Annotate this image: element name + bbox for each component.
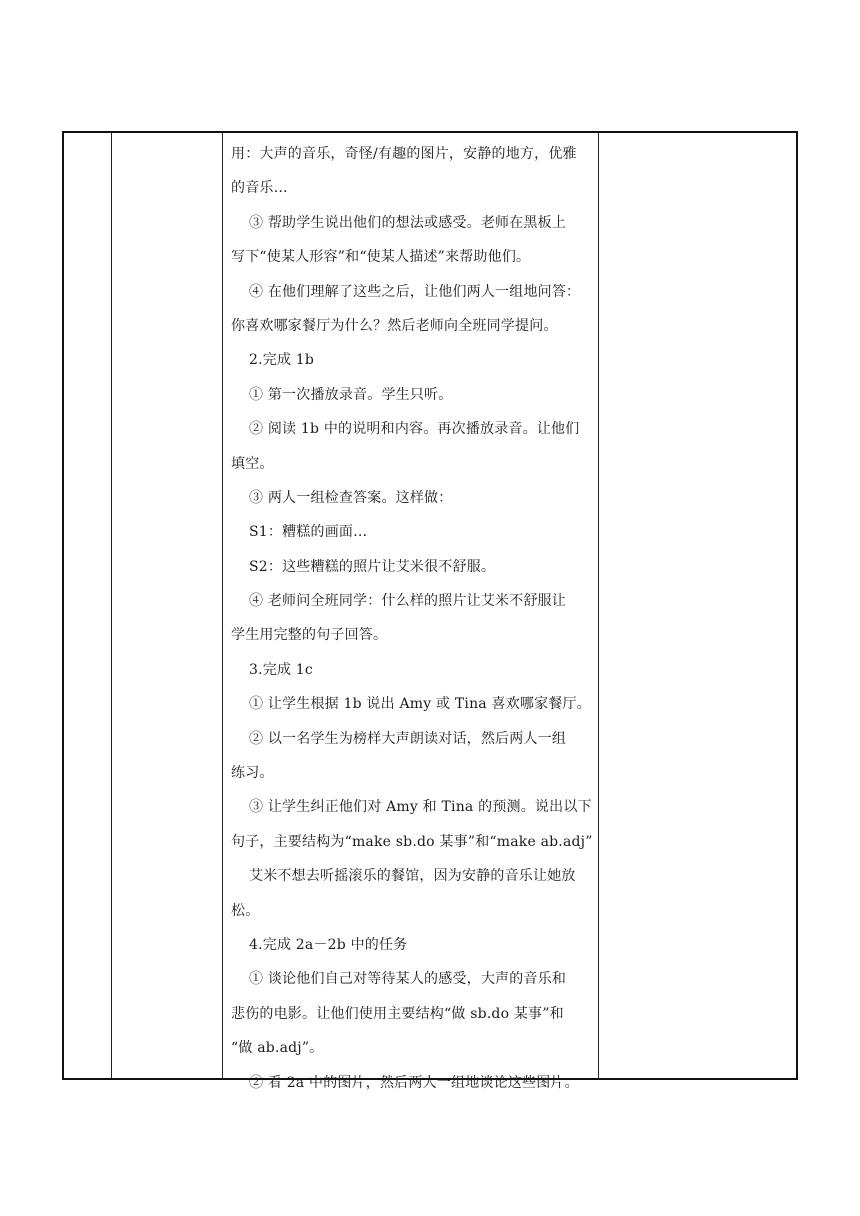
text-line: ② 看 2a 中的图片，然后两人一组地谈论这些图片。: [249, 1074, 579, 1091]
text-line: 学生用完整的句子回答。: [231, 627, 388, 644]
text-line: ① 第一次播放录音。学生只听。: [249, 386, 453, 403]
column-divider-2: [222, 133, 223, 1078]
text-line: S1：糟糕的画面…: [249, 524, 368, 541]
text-line: 4.完成 2a－2b 中的任务: [249, 936, 408, 953]
text-line: ② 阅读 1b 中的说明和内容。再次播放录音。让他们: [249, 421, 580, 438]
column-divider-1: [111, 133, 112, 1078]
text-line: 句子，主要结构为“make sb.do 某事”和“make ab.adj”: [231, 833, 593, 850]
text-line: ③ 让学生纠正他们对 Amy 和 Tina 的预测。说出以下: [249, 799, 592, 816]
text-line: 艾米不想去听摇滚乐的餐馆，因为安静的音乐让她放: [249, 868, 576, 885]
text-line: S2：这些糟糕的照片让艾米很不舒服。: [249, 558, 496, 575]
procedure-cell: [224, 133, 600, 1100]
text-line: ④ 在他们理解了这些之后，让他们两人一组地问答：: [249, 283, 581, 300]
text-line: 松。: [231, 902, 260, 919]
text-line: ② 以一名学生为榜样大声朗读对话，然后两人一组: [249, 730, 567, 747]
text-line: “做 ab.adj”。: [231, 1040, 324, 1057]
text-line: 的音乐…: [231, 180, 288, 197]
text-line: 2.完成 1b: [249, 352, 315, 369]
text-line: ④ 老师问全班同学：什么样的照片让艾米不舒服让: [249, 593, 567, 610]
text-line: 写下“使某人形容”和“使某人描述”来帮助他们。: [231, 249, 531, 266]
text-line: ③ 两人一组检查答案。这样做：: [249, 489, 453, 506]
text-line: 3.完成 1c: [249, 661, 313, 678]
text-line: 练习。: [231, 765, 274, 782]
text-line: 你喜欢哪家餐厅为什么？然后老师向全班同学提问。: [231, 317, 558, 334]
lesson-plan-table: [62, 131, 798, 1091]
text-line: ① 谈论他们自己对等待某人的感受，大声的音乐和: [249, 971, 567, 988]
text-line: ③ 帮助学生说出他们的想法或感受。老师在黑板上: [249, 214, 567, 231]
text-line: ① 让学生根据 1b 说出 Amy 或 Tina 喜欢哪家餐厅。: [249, 696, 591, 713]
text-line: 填空。: [231, 455, 274, 472]
text-line: 悲伤的电影。让他们使用主要结构“做 sb.do 某事”和: [231, 1005, 564, 1022]
text-line: 用：大声的音乐，奇怪/有趣的图片，安静的地方，优雅: [231, 146, 577, 162]
